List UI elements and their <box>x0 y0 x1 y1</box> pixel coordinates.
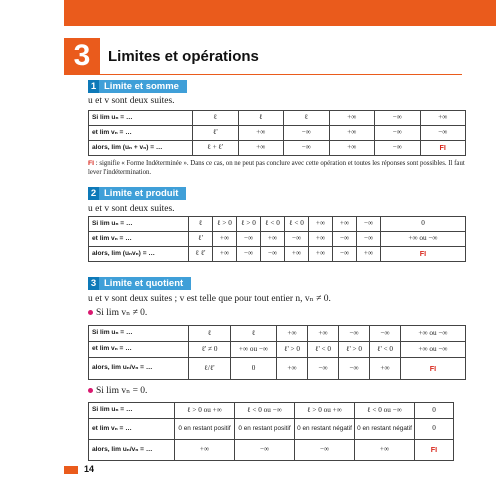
table-cell: 0 <box>415 403 454 419</box>
table-cell: −∞ <box>237 247 261 262</box>
product-table <box>88 216 466 262</box>
table-cell: ℓ <box>284 111 330 126</box>
table-cell: +∞ <box>238 141 284 156</box>
table-cell: FI <box>381 247 466 262</box>
table-cell: +∞ <box>277 326 308 342</box>
section-2-header <box>88 187 186 200</box>
row-header: et lim vₙ = … <box>89 126 193 141</box>
table-row <box>89 403 454 419</box>
table-cell: +∞ <box>213 247 237 262</box>
table-cell: −∞ <box>261 247 285 262</box>
section-2-title: Limite et produit <box>99 187 186 200</box>
table-cell: −∞ <box>333 232 357 247</box>
row-header: et lim vₙ = … <box>89 342 189 358</box>
table-cell: −∞ <box>375 111 421 126</box>
row-header: et lim vₙ = … <box>89 232 189 247</box>
table-cell: 0 <box>381 217 466 232</box>
table-cell: −∞ <box>237 232 261 247</box>
table-row <box>89 342 466 358</box>
table-cell: ℓ <box>238 111 284 126</box>
section-3-number: 3 <box>88 277 99 290</box>
table-cell: −∞ <box>370 326 401 342</box>
row-header: alors, lim uₙ/vₙ = … <box>89 440 175 461</box>
table-cell: 0 en restant négatif <box>295 419 355 440</box>
table-cell: +∞ <box>238 126 284 141</box>
sum-table <box>88 110 466 156</box>
table-cell: 0 <box>231 358 277 380</box>
table-cell: +∞ <box>175 440 235 461</box>
section-3-header <box>88 277 191 290</box>
table-cell: +∞ <box>333 217 357 232</box>
table-row <box>89 358 466 380</box>
row-header: Si lim uₙ = … <box>89 326 189 342</box>
fi-note <box>88 159 466 177</box>
section-1-number: 1 <box>88 80 99 93</box>
table-cell: −∞ <box>339 358 370 380</box>
table-cell: +∞ <box>309 217 333 232</box>
page-number-bar <box>64 466 78 474</box>
table-cell: ℓ' > 0 <box>277 342 308 358</box>
table-cell: FI <box>415 440 454 461</box>
table-cell: ℓ' <box>193 126 239 141</box>
section-2-intro: u et v sont deux suites. <box>88 204 175 214</box>
section-3-title: Limite et quotient <box>99 277 191 290</box>
row-header: et lim vₙ = … <box>89 419 175 440</box>
table-row <box>89 232 466 247</box>
table-cell: +∞ <box>355 440 415 461</box>
table-row <box>89 419 454 440</box>
table-cell: +∞ <box>370 358 401 380</box>
row-header: alors, lim uₙ/vₙ = … <box>89 358 189 380</box>
table-cell: −∞ <box>375 141 421 156</box>
table-cell: ℓ <box>189 217 213 232</box>
table-cell: +∞ <box>309 232 333 247</box>
table-cell: −∞ <box>308 358 339 380</box>
section-1-title: Limite et somme <box>99 80 187 93</box>
table-cell: −∞ <box>284 126 330 141</box>
table-row <box>89 440 454 461</box>
table-cell: ℓ + ℓ' <box>193 141 239 156</box>
table-cell: ℓ > 0 <box>237 217 261 232</box>
section-1-intro: u et v sont deux suites. <box>88 96 175 106</box>
table-cell: +∞ <box>420 111 466 126</box>
table-cell: −∞ <box>235 440 295 461</box>
table-row <box>89 141 466 156</box>
row-header: Si lim uₙ = … <box>89 403 175 419</box>
table-cell: 0 <box>415 419 454 440</box>
table-cell: ℓ' <box>189 232 213 247</box>
table-cell: +∞ <box>329 111 375 126</box>
case-2-text: Si lim vₙ = 0. <box>96 386 148 396</box>
table-cell: +∞ <box>308 326 339 342</box>
section-3-intro: u et v sont deux suites ; v est telle que pour tout entier n, vₙ ≠ 0. <box>88 294 331 304</box>
bullet-icon <box>88 310 93 315</box>
table-cell: ℓ < 0 ou −∞ <box>235 403 295 419</box>
table-row <box>89 217 466 232</box>
fi-note-label: FI <box>88 160 95 167</box>
chapter-rule <box>64 74 462 75</box>
table-cell: ℓ <box>189 326 231 342</box>
fi-note-text: : signifie « Forme Indéterminée ». Dans ce cas, on ne peut pas conclure avec cette opération et toutes les réponses sont possibles. Il faut lever l'indétermination. <box>88 160 465 177</box>
case-2-line <box>88 385 147 396</box>
table-cell: FI <box>420 141 466 156</box>
table-cell: +∞ <box>309 247 333 262</box>
table-cell: ℓ/ℓ' <box>189 358 231 380</box>
table-cell: −∞ <box>333 247 357 262</box>
row-header: Si lim uₙ = … <box>89 111 193 126</box>
row-header: alors, lim (uₙ + vₙ) = … <box>89 141 193 156</box>
table-cell: +∞ <box>277 358 308 380</box>
table-cell: −∞ <box>284 141 330 156</box>
table-row <box>89 126 466 141</box>
table-cell: 0 en restant positif <box>235 419 295 440</box>
chapter-number: 3 <box>64 38 100 74</box>
table-cell: ℓ' < 0 <box>308 342 339 358</box>
case-1-text: Si lim vₙ ≠ 0. <box>96 308 148 318</box>
quotient-table-1 <box>88 325 466 380</box>
case-1-line <box>88 307 147 318</box>
table-cell: −∞ <box>285 232 309 247</box>
table-cell: ℓ <box>231 326 277 342</box>
table-cell: −∞ <box>375 126 421 141</box>
chapter-title: Limites et opérations <box>108 48 259 65</box>
table-cell: −∞ <box>295 440 355 461</box>
section-1-header <box>88 80 187 93</box>
row-header: Si lim uₙ = … <box>89 217 189 232</box>
table-cell: +∞ <box>329 126 375 141</box>
table-cell: ℓ <box>193 111 239 126</box>
table-cell: +∞ ou −∞ <box>381 232 466 247</box>
table-cell: FI <box>401 358 466 380</box>
table-cell: ℓ < 0 <box>285 217 309 232</box>
table-cell: ℓ' > 0 <box>339 342 370 358</box>
top-color-bar <box>64 0 496 26</box>
table-cell: 0 en restant négatif <box>355 419 415 440</box>
page-number: 14 <box>84 464 95 474</box>
table-cell: +∞ <box>213 232 237 247</box>
table-cell: +∞ <box>329 141 375 156</box>
table-cell: +∞ <box>285 247 309 262</box>
row-header: alors, lim (uₙvₙ) = … <box>89 247 189 262</box>
table-cell: +∞ <box>261 232 285 247</box>
table-cell: ℓ > 0 ou +∞ <box>175 403 235 419</box>
table-cell: −∞ <box>420 126 466 141</box>
table-cell: +∞ <box>357 247 381 262</box>
table-row <box>89 326 466 342</box>
table-cell: ℓ > 0 ou +∞ <box>295 403 355 419</box>
table-cell: ℓ > 0 <box>213 217 237 232</box>
table-cell: ℓ < 0 <box>261 217 285 232</box>
table-cell: +∞ ou −∞ <box>401 342 466 358</box>
quotient-table-2 <box>88 402 454 461</box>
table-cell: 0 en restant positif <box>175 419 235 440</box>
table-cell: ℓ' ≠ 0 <box>189 342 231 358</box>
table-cell: +∞ ou −∞ <box>401 326 466 342</box>
table-cell: −∞ <box>357 217 381 232</box>
section-2-number: 2 <box>88 187 99 200</box>
table-cell: −∞ <box>357 232 381 247</box>
table-row <box>89 111 466 126</box>
bullet-icon <box>88 388 93 393</box>
table-cell: ℓ ℓ' <box>189 247 213 262</box>
table-cell: −∞ <box>339 326 370 342</box>
table-row <box>89 247 466 262</box>
table-cell: ℓ < 0 ou −∞ <box>355 403 415 419</box>
table-cell: +∞ ou −∞ <box>231 342 277 358</box>
table-cell: ℓ' < 0 <box>370 342 401 358</box>
